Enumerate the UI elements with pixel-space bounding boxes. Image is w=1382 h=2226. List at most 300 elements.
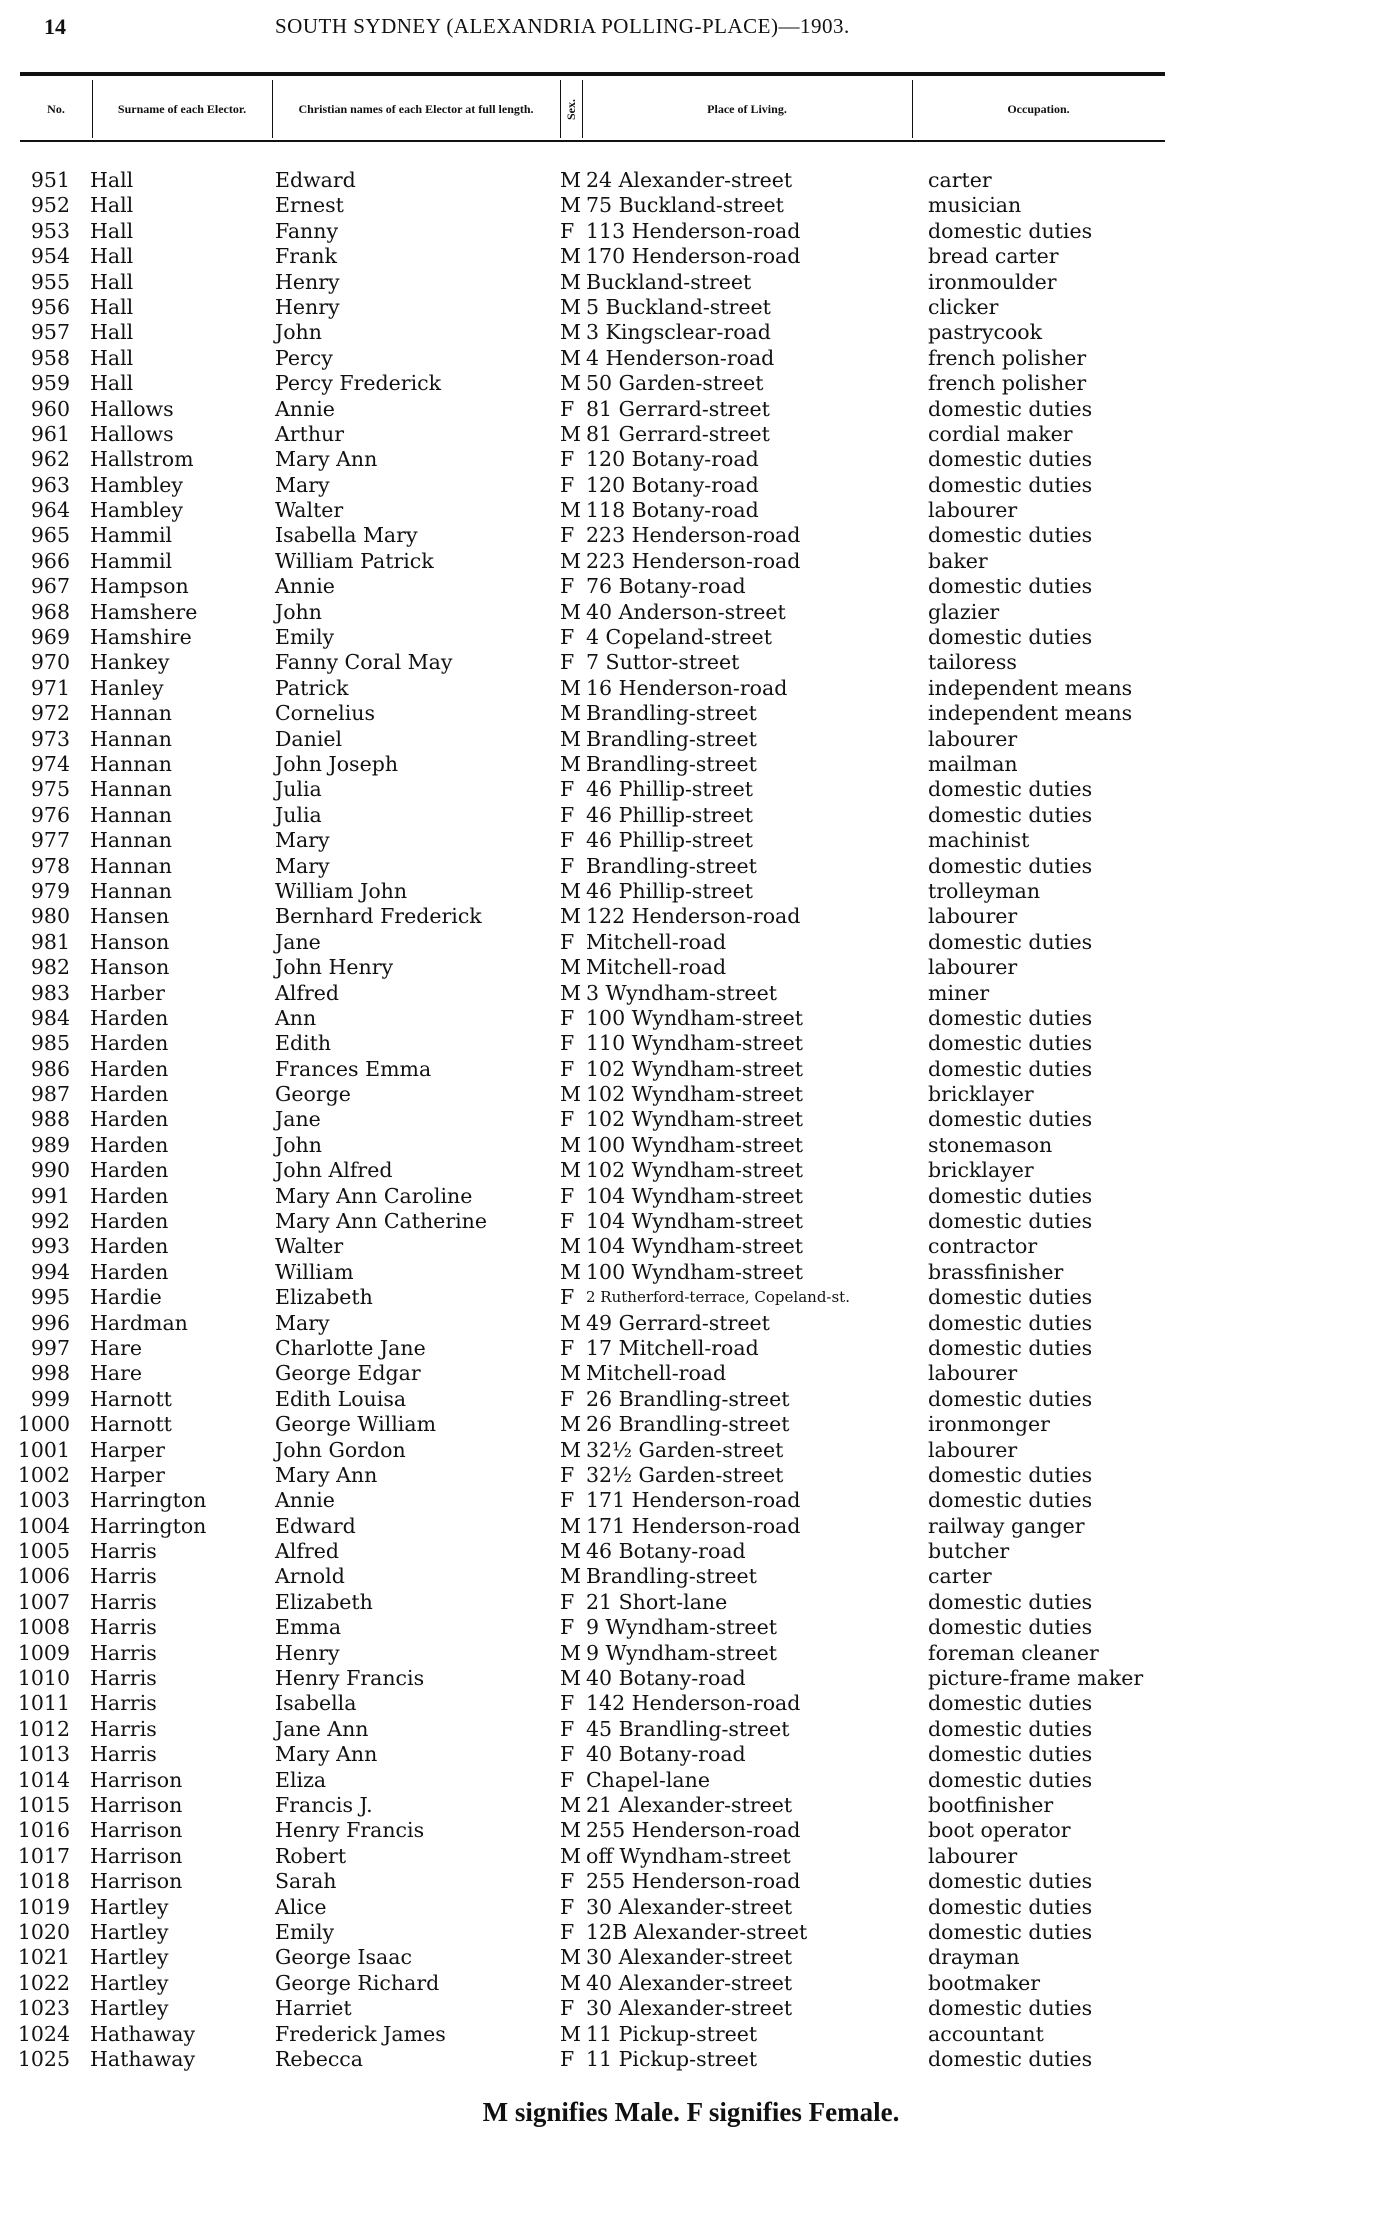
- elector-sex: F: [560, 396, 575, 421]
- elector-christian-names: Walter: [275, 1234, 344, 1259]
- elector-place-of-living: 2 Rutherford-terrace, Copeland-st.: [586, 1288, 850, 1307]
- elector-surname: Hartley: [90, 1970, 169, 1995]
- elector-occupation: carter: [928, 168, 992, 192]
- elector-christian-names: Fanny: [275, 218, 339, 243]
- elector-number: 987: [30, 1082, 70, 1107]
- elector-place-of-living: 100 Wyndham-street: [586, 1259, 804, 1284]
- elector-sex: F: [560, 1716, 575, 1741]
- elector-christian-names: John Joseph: [275, 751, 399, 776]
- elector-sex: M: [560, 1310, 581, 1335]
- elector-place-of-living: Mitchell-road: [586, 929, 727, 954]
- elector-place-of-living: 102 Wyndham-street: [586, 1107, 804, 1132]
- elector-surname: Hannan: [90, 726, 172, 751]
- elector-sex: F: [560, 1615, 575, 1640]
- table-row: [0, 727, 1382, 752]
- table-row: [0, 625, 1382, 650]
- elector-christian-names: Julia: [275, 777, 322, 802]
- elector-surname: Hartley: [90, 1894, 169, 1919]
- elector-number: 1011: [17, 1691, 70, 1716]
- elector-place-of-living: Brandling-street: [586, 853, 757, 878]
- elector-surname: Hathaway: [90, 2021, 196, 2046]
- elector-occupation: ironmoulder: [928, 269, 1057, 294]
- elector-place-of-living: 11 Pickup-street: [586, 2021, 758, 2046]
- elector-number: 1019: [17, 1894, 70, 1919]
- elector-number: 968: [30, 599, 70, 624]
- elector-christian-names: Sarah: [275, 1869, 337, 1894]
- header-sex: [560, 80, 583, 138]
- table-row: [0, 1590, 1382, 1615]
- elector-number: 967: [30, 574, 70, 599]
- elector-occupation: domestic duties: [928, 1005, 1093, 1030]
- header-christian-names: Christian names of each Elector at full length.: [272, 80, 561, 138]
- elector-place-of-living: 255 Henderson-road: [586, 1869, 801, 1894]
- elector-sex: F: [560, 1996, 575, 2021]
- elector-occupation: pastrycook: [928, 320, 1043, 345]
- elector-place-of-living: 76 Botany-road: [586, 574, 746, 599]
- elector-occupation: domestic duties: [928, 853, 1093, 878]
- table-row: [0, 828, 1382, 853]
- table-row: [0, 1133, 1382, 1158]
- elector-occupation: accountant: [928, 2021, 1044, 2046]
- elector-sex: F: [560, 1031, 575, 1056]
- elector-place-of-living: 5 Buckland-street: [586, 294, 771, 319]
- elector-number: 998: [30, 1361, 70, 1386]
- elector-number: 951: [30, 168, 70, 192]
- table-row: [0, 1514, 1382, 1539]
- elector-number: 1002: [17, 1462, 70, 1487]
- elector-occupation: domestic duties: [928, 1919, 1093, 1944]
- elector-number: 1017: [17, 1843, 70, 1868]
- elector-surname: Hanson: [90, 955, 170, 980]
- table-row: [0, 650, 1382, 675]
- elector-christian-names: Jane: [275, 1107, 321, 1132]
- elector-christian-names: Henry Francis: [275, 1666, 425, 1691]
- table-row: [0, 1387, 1382, 1412]
- elector-christian-names: Charlotte Jane: [275, 1335, 426, 1360]
- elector-place-of-living: 21 Short-lane: [586, 1589, 728, 1614]
- elector-occupation: domestic duties: [928, 1615, 1093, 1640]
- elector-surname: Hartley: [90, 1945, 169, 1970]
- elector-christian-names: George Edgar: [275, 1361, 421, 1386]
- elector-place-of-living: Brandling-street: [586, 701, 757, 726]
- elector-occupation: labourer: [928, 1437, 1018, 1462]
- elector-occupation: labourer: [928, 955, 1018, 980]
- elector-number: 964: [30, 498, 70, 523]
- elector-number: 953: [30, 218, 70, 243]
- elector-number: 1000: [17, 1412, 70, 1437]
- elector-place-of-living: 100 Wyndham-street: [586, 1132, 804, 1157]
- elector-sex: F: [560, 1869, 575, 1894]
- elector-occupation: domestic duties: [928, 2046, 1093, 2071]
- elector-place-of-living: 46 Phillip-street: [586, 777, 753, 802]
- elector-place-of-living: 40 Alexander-street: [586, 1970, 793, 1995]
- elector-sex: F: [560, 1894, 575, 1919]
- elector-sex: M: [560, 193, 581, 218]
- elector-sex: F: [560, 472, 575, 497]
- elector-surname: Hannan: [90, 701, 172, 726]
- elector-sex: F: [560, 1107, 575, 1132]
- elector-sex: F: [560, 1462, 575, 1487]
- elector-number: 958: [30, 345, 70, 370]
- elector-place-of-living: 4 Copeland-street: [586, 625, 772, 650]
- elector-number: 952: [30, 193, 70, 218]
- elector-surname: Hankey: [90, 650, 170, 675]
- elector-number: 986: [30, 1056, 70, 1081]
- elector-place-of-living: 255 Henderson-road: [586, 1818, 801, 1843]
- elector-number: 955: [30, 269, 70, 294]
- table-row: [0, 193, 1382, 218]
- elector-christian-names: Jane Ann: [275, 1716, 369, 1741]
- elector-sex: M: [560, 345, 581, 370]
- elector-number: 1018: [17, 1869, 70, 1894]
- elector-occupation: brassfinisher: [928, 1259, 1064, 1284]
- elector-occupation: domestic duties: [928, 1386, 1093, 1411]
- elector-christian-names: William Patrick: [275, 548, 434, 573]
- elector-christian-names: Harriet: [275, 1996, 352, 2021]
- elector-sex: M: [560, 1843, 581, 1868]
- elector-place-of-living: 104 Wyndham-street: [586, 1183, 804, 1208]
- table-row: [0, 1057, 1382, 1082]
- table-row: [0, 1488, 1382, 1513]
- elector-sex: F: [560, 447, 575, 472]
- table-row: [0, 1539, 1382, 1564]
- table-row: [0, 1768, 1382, 1793]
- elector-place-of-living: 171 Henderson-road: [586, 1513, 801, 1538]
- elector-place-of-living: 120 Botany-road: [586, 447, 759, 472]
- elector-place-of-living: 223 Henderson-road: [586, 523, 801, 548]
- elector-place-of-living: 9 Wyndham-street: [586, 1640, 777, 1665]
- elector-occupation: independent means: [928, 701, 1133, 726]
- table-row: [0, 777, 1382, 802]
- elector-christian-names: Emily: [275, 625, 335, 650]
- elector-number: 1003: [17, 1488, 70, 1513]
- elector-sex: M: [560, 548, 581, 573]
- elector-occupation: labourer: [928, 1843, 1018, 1868]
- elector-number: 1024: [17, 2021, 70, 2046]
- elector-place-of-living: Mitchell-road: [586, 955, 727, 980]
- elector-place-of-living: Brandling-street: [586, 751, 757, 776]
- elector-sex: M: [560, 878, 581, 903]
- elector-christian-names: Emma: [275, 1615, 342, 1640]
- elector-occupation: domestic duties: [928, 1056, 1093, 1081]
- table-row: [0, 473, 1382, 498]
- elector-surname: Harber: [90, 980, 165, 1005]
- elector-occupation: bread carter: [928, 244, 1059, 269]
- elector-sex: M: [560, 675, 581, 700]
- elector-christian-names: Arthur: [275, 421, 345, 446]
- elector-surname: Hannan: [90, 802, 172, 827]
- elector-number: 1005: [17, 1539, 70, 1564]
- elector-surname: Harris: [90, 1666, 157, 1691]
- elector-sex: M: [560, 1513, 581, 1538]
- table-row: [0, 1615, 1382, 1640]
- elector-occupation: drayman: [928, 1945, 1020, 1970]
- elector-occupation: musician: [928, 193, 1022, 218]
- elector-surname: Harrison: [90, 1869, 183, 1894]
- elector-surname: Hallows: [90, 421, 174, 446]
- elector-surname: Hall: [90, 294, 134, 319]
- elector-christian-names: Henry: [275, 294, 340, 319]
- elector-occupation: domestic duties: [928, 1589, 1093, 1614]
- elector-christian-names: Fanny Coral May: [275, 650, 453, 675]
- elector-christian-names: Robert: [275, 1843, 347, 1868]
- elector-surname: Hall: [90, 168, 134, 192]
- elector-surname: Harris: [90, 1716, 157, 1741]
- elector-christian-names: Mary: [275, 1310, 330, 1335]
- table-row: [0, 1793, 1382, 1818]
- table-row: [0, 295, 1382, 320]
- elector-occupation: contractor: [928, 1234, 1038, 1259]
- elector-christian-names: Mary Ann: [275, 447, 378, 472]
- elector-christian-names: Alfred: [275, 1539, 340, 1564]
- elector-surname: Harden: [90, 1183, 169, 1208]
- elector-number: 1014: [17, 1767, 70, 1792]
- elector-number: 984: [30, 1005, 70, 1030]
- elector-christian-names: Henry: [275, 1640, 340, 1665]
- elector-christian-names: Elizabeth: [275, 1285, 373, 1310]
- elector-sex: M: [560, 1259, 581, 1284]
- table-row: [0, 574, 1382, 599]
- elector-number: 1015: [17, 1793, 70, 1817]
- elector-surname: Hammil: [90, 548, 173, 573]
- elector-surname: Hansen: [90, 904, 170, 929]
- elector-number: 956: [30, 294, 70, 319]
- elector-sex: M: [560, 1158, 581, 1183]
- elector-surname: Harris: [90, 1589, 157, 1614]
- elector-sex: M: [560, 1564, 581, 1589]
- elector-surname: Hampson: [90, 574, 189, 599]
- elector-christian-names: Rebecca: [275, 2046, 364, 2071]
- elector-sex: F: [560, 1589, 575, 1614]
- elector-surname: Harden: [90, 1234, 169, 1259]
- table-row: [0, 752, 1382, 777]
- elector-place-of-living: 30 Alexander-street: [586, 1894, 793, 1919]
- elector-christian-names: Mary Ann Catherine: [275, 1209, 488, 1234]
- elector-number: 1012: [17, 1716, 70, 1741]
- elector-sex: F: [560, 1767, 575, 1792]
- elector-surname: Harden: [90, 1031, 169, 1056]
- elector-number: 1001: [17, 1437, 70, 1462]
- elector-christian-names: John Gordon: [275, 1437, 406, 1462]
- elector-surname: Harden: [90, 1056, 169, 1081]
- elector-sex: M: [560, 701, 581, 726]
- elector-surname: Harnott: [90, 1412, 172, 1437]
- table-row: [0, 1311, 1382, 1336]
- elector-christian-names: Julia: [275, 802, 322, 827]
- elector-place-of-living: 30 Alexander-street: [586, 1945, 793, 1970]
- elector-sex: M: [560, 1945, 581, 1970]
- table-row: [0, 219, 1382, 244]
- elector-place-of-living: 46 Phillip-street: [586, 828, 753, 853]
- elector-surname: Hall: [90, 345, 134, 370]
- elector-occupation: domestic duties: [928, 1310, 1093, 1335]
- elector-christian-names: Elizabeth: [275, 1589, 373, 1614]
- table-row: [0, 600, 1382, 625]
- table-row: [0, 1336, 1382, 1361]
- elector-occupation: cordial maker: [928, 421, 1073, 446]
- elector-surname: Hannan: [90, 828, 172, 853]
- elector-sex: F: [560, 777, 575, 802]
- elector-surname: Hallows: [90, 396, 174, 421]
- elector-number: 980: [30, 904, 70, 929]
- elector-number: 962: [30, 447, 70, 472]
- elector-place-of-living: Buckland-street: [586, 269, 752, 294]
- table-row: [0, 1971, 1382, 1996]
- elector-occupation: domestic duties: [928, 1183, 1093, 1208]
- elector-surname: Harnott: [90, 1386, 172, 1411]
- header-place-of-living: Place of Living.: [582, 80, 913, 138]
- elector-occupation: domestic duties: [928, 777, 1093, 802]
- elector-sex: M: [560, 955, 581, 980]
- elector-christian-names: Mary Ann Caroline: [275, 1183, 473, 1208]
- elector-number: 978: [30, 853, 70, 878]
- elector-number: 975: [30, 777, 70, 802]
- elector-number: 969: [30, 625, 70, 650]
- table-row: [0, 168, 1382, 193]
- elector-number: 973: [30, 726, 70, 751]
- elector-surname: Harris: [90, 1564, 157, 1589]
- elector-christian-names: George Isaac: [275, 1945, 412, 1970]
- elector-number: 1009: [17, 1640, 70, 1665]
- elector-surname: Harrison: [90, 1843, 183, 1868]
- table-row: [0, 854, 1382, 879]
- elector-number: 972: [30, 701, 70, 726]
- table-row: [0, 879, 1382, 904]
- elector-occupation: carter: [928, 1564, 992, 1589]
- table-row: [0, 1742, 1382, 1767]
- elector-number: 989: [30, 1132, 70, 1157]
- elector-place-of-living: 110 Wyndham-street: [586, 1031, 804, 1056]
- elector-surname: Hamshire: [90, 625, 192, 650]
- elector-surname: Hare: [90, 1361, 143, 1386]
- elector-christian-names: Frank: [275, 244, 337, 269]
- elector-surname: Harris: [90, 1742, 157, 1767]
- elector-number: 991: [30, 1183, 70, 1208]
- elector-sex: F: [560, 1488, 575, 1513]
- elector-christian-names: John: [275, 599, 322, 624]
- elector-number: 971: [30, 675, 70, 700]
- table-row: [0, 320, 1382, 345]
- elector-place-of-living: Brandling-street: [586, 726, 757, 751]
- elector-occupation: bricklayer: [928, 1158, 1034, 1183]
- elector-number: 1007: [17, 1589, 70, 1614]
- elector-surname: Harrington: [90, 1488, 207, 1513]
- elector-occupation: independent means: [928, 675, 1133, 700]
- elector-occupation: french polisher: [928, 371, 1087, 396]
- elector-surname: Hanson: [90, 929, 170, 954]
- elector-occupation: domestic duties: [928, 1869, 1093, 1894]
- elector-number: 960: [30, 396, 70, 421]
- elector-place-of-living: 102 Wyndham-street: [586, 1056, 804, 1081]
- elector-christian-names: Mary: [275, 472, 330, 497]
- elector-surname: Harden: [90, 1259, 169, 1284]
- elector-surname: Hall: [90, 320, 134, 345]
- elector-sex: F: [560, 1056, 575, 1081]
- table-row: [0, 371, 1382, 396]
- elector-occupation: domestic duties: [928, 1742, 1093, 1767]
- elector-sex: F: [560, 1209, 575, 1234]
- elector-sex: M: [560, 168, 581, 192]
- table-row: [0, 1184, 1382, 1209]
- elector-sex: F: [560, 929, 575, 954]
- elector-place-of-living: 104 Wyndham-street: [586, 1234, 804, 1259]
- elector-christian-names: Annie: [275, 396, 335, 421]
- elector-place-of-living: 171 Henderson-road: [586, 1488, 801, 1513]
- elector-place-of-living: 40 Anderson-street: [586, 599, 786, 624]
- table-row: [0, 1209, 1382, 1234]
- elector-place-of-living: 3 Kingsclear-road: [586, 320, 771, 345]
- elector-christian-names: John Alfred: [275, 1158, 393, 1183]
- table-row: [0, 1691, 1382, 1716]
- elector-christian-names: Walter: [275, 498, 344, 523]
- elector-place-of-living: Mitchell-road: [586, 1361, 727, 1386]
- elector-occupation: domestic duties: [928, 218, 1093, 243]
- elector-sex: M: [560, 726, 581, 751]
- elector-sex: M: [560, 1793, 581, 1817]
- table-row: [0, 1107, 1382, 1132]
- elector-occupation: tailoress: [928, 650, 1017, 675]
- elector-number: 1020: [17, 1919, 70, 1944]
- elector-sex: M: [560, 2021, 581, 2046]
- table-row: [0, 270, 1382, 295]
- elector-number: 974: [30, 751, 70, 776]
- elector-occupation: french polisher: [928, 345, 1087, 370]
- table-row: [0, 1996, 1382, 2021]
- elector-number: 1004: [17, 1513, 70, 1538]
- elector-sex: M: [560, 1234, 581, 1259]
- elector-place-of-living: 170 Henderson-road: [586, 244, 801, 269]
- table-row: [0, 955, 1382, 980]
- elector-occupation: domestic duties: [928, 1209, 1093, 1234]
- elector-number: 999: [30, 1386, 70, 1411]
- elector-sex: F: [560, 2046, 575, 2071]
- elector-number: 985: [30, 1031, 70, 1056]
- elector-sex: M: [560, 1970, 581, 1995]
- elector-number: 994: [30, 1259, 70, 1284]
- elector-number: 996: [30, 1310, 70, 1335]
- elector-surname: Hathaway: [90, 2046, 196, 2071]
- elector-sex: M: [560, 980, 581, 1005]
- table-row: [0, 904, 1382, 929]
- elector-number: 966: [30, 548, 70, 573]
- elector-christian-names: Edith: [275, 1031, 332, 1056]
- elector-sex: F: [560, 853, 575, 878]
- elector-christian-names: Mary: [275, 828, 330, 853]
- table-row: [0, 1260, 1382, 1285]
- elector-number: 1021: [17, 1945, 70, 1970]
- elector-christian-names: Ernest: [275, 193, 344, 218]
- table-row: [0, 1361, 1382, 1386]
- elector-place-of-living: 223 Henderson-road: [586, 548, 801, 573]
- table-row: [0, 701, 1382, 726]
- elector-place-of-living: 120 Botany-road: [586, 472, 759, 497]
- elector-place-of-living: 24 Alexander-street: [586, 168, 793, 192]
- page-title: SOUTH SYDNEY (ALEXANDRIA POLLING-PLACE)—1903.: [275, 14, 850, 38]
- table-row: [0, 1945, 1382, 1970]
- elector-occupation: domestic duties: [928, 574, 1093, 599]
- elector-occupation: domestic duties: [928, 1894, 1093, 1919]
- elector-sex: M: [560, 371, 581, 396]
- elector-place-of-living: 50 Garden-street: [586, 371, 764, 396]
- elector-occupation: domestic duties: [928, 472, 1093, 497]
- elector-number: 954: [30, 244, 70, 269]
- table-row: [0, 1234, 1382, 1259]
- elector-sex: M: [560, 904, 581, 929]
- elector-surname: Harris: [90, 1640, 157, 1665]
- elector-sex: M: [560, 1437, 581, 1462]
- elector-place-of-living: 32½ Garden-street: [586, 1462, 784, 1487]
- table-row: [0, 447, 1382, 472]
